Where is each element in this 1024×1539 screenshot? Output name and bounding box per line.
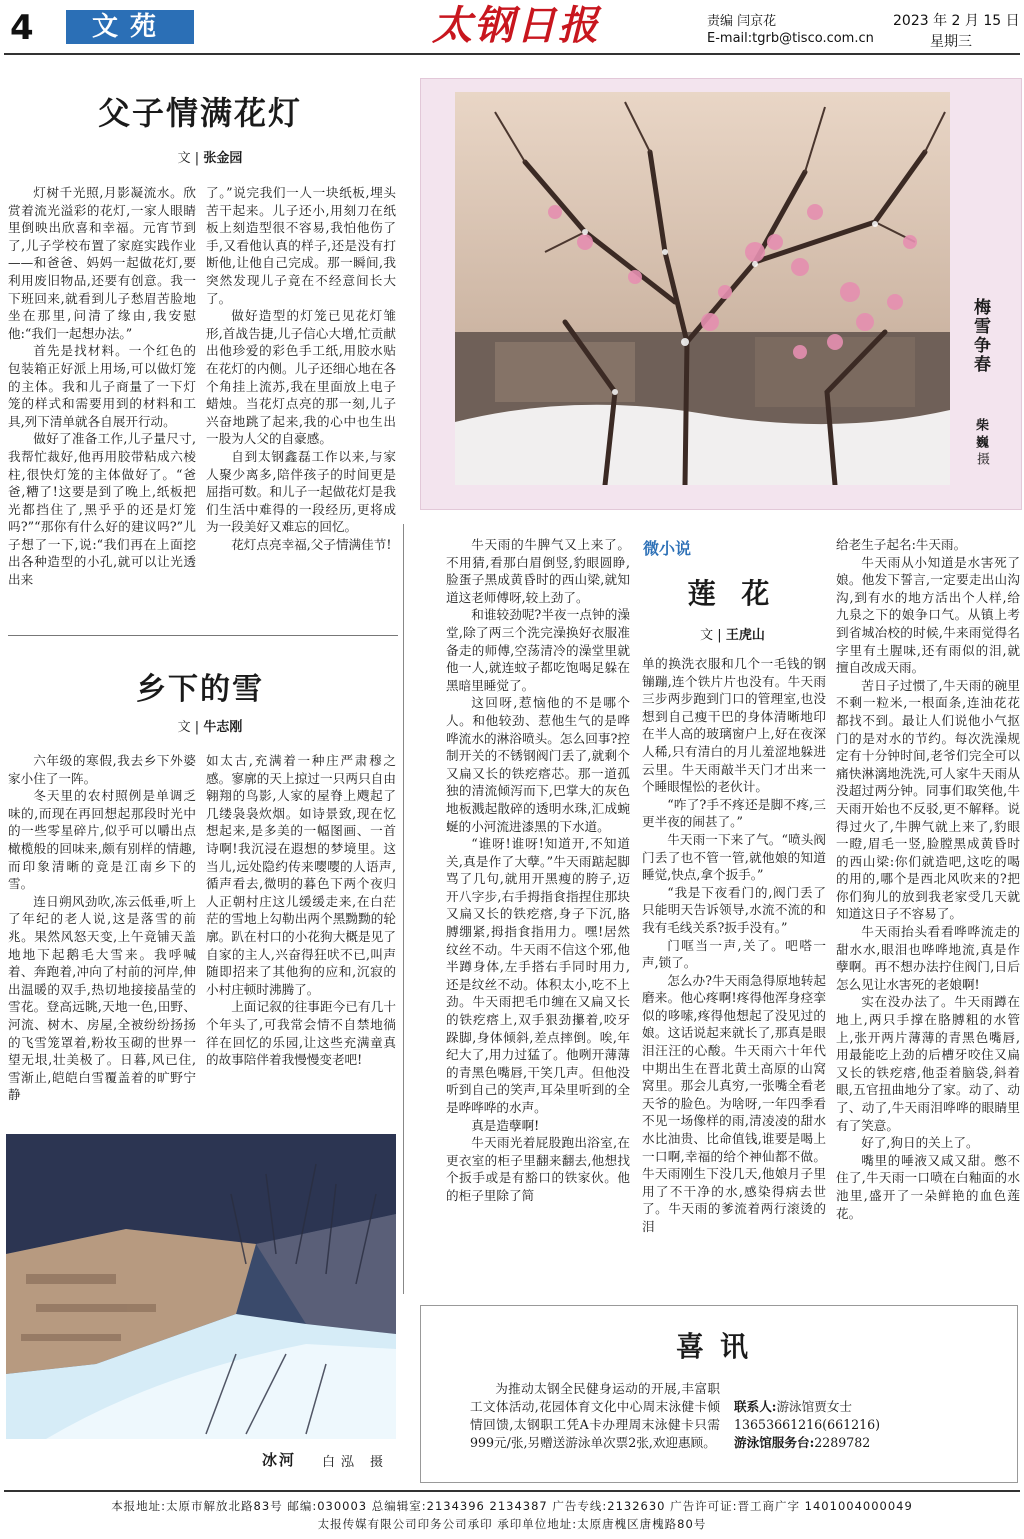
paragraph: 做好了准备工作,儿子量尺寸,我帮忙裁好,他再用胶带粘成六棱柱,很快灯笼的主体做好了。“爸爸,糟了!这要是到了晚上,纸板把光都挡住了,黑乎乎的还是灯笼吗?”“那你有什么好的建议吗?”儿子想了一下,说:“我们再在上面挖出各种造型的小孔,就可以让光透出来 bbox=[8, 431, 196, 588]
paragraph: 灯树千光照,月影凝流水。欣赏着流光溢彩的花灯,一家人眼睛里倒映出欣喜和幸福。元宵节到了,儿子学校布置了家庭实践作业——和爸爸、妈妈一起做花灯,要利用废旧物品,还要有创意。我一下班回来,就看到儿子愁眉苦脸地坐在那里,问清了缘由,我安慰他:“我们一起想办法。” bbox=[8, 185, 196, 341]
photo2-author: 白泓 bbox=[322, 1455, 361, 1470]
editor-email: E-mail:tgrb@tisco.com.cn bbox=[707, 31, 874, 46]
article2-byline: 文 | 牛志刚 bbox=[177, 720, 243, 735]
paragraph: 好了,狗日的关上了。 bbox=[861, 1135, 979, 1151]
article1-title: 父子情满花灯 bbox=[97, 94, 302, 132]
issue-date: 2023 年 2 月 15 日 bbox=[893, 13, 1020, 29]
paragraph: 了。”说完我们一人一块纸板,埋头苦干起来。儿子还小,用刻刀在纸板上刻造型很不容易,我怕他伤了手,又看他认真的样子,还是没有打断他,让他自己完成。那一瞬间,我突然发现儿子竟在不经意间长大了。 bbox=[206, 185, 396, 306]
article2-column-1 bbox=[8, 752, 196, 1104]
paragraph: 真是造孽啊! bbox=[471, 1117, 540, 1133]
paragraph: 连日朔风劲吹,冻云低垂,听上了年纪的老人说,这是落雪的前兆。果然风怒天变,上午竟铺天盖地地下起鹅毛大雪来。我呼喊着、奔跑着,冲向了村前的河岸,伸出温暖的双手,热切地接接晶莹的雪花。登高远眺,天地一色,田野、河流、树木、房屋,全被纷纷扬扬的飞雪笼罩着,粉妆玉砌的世界一望无垠,壮美极了。日暮,风已住,雪渐止,皑皑白雪覆盖着的旷野宁静 bbox=[8, 893, 196, 1103]
header-rule bbox=[4, 53, 1020, 55]
article3-byline: 文 | 王虎山 bbox=[700, 628, 765, 643]
desk-label: 游泳馆服务台: bbox=[734, 1435, 815, 1450]
article1-author: 张金园 bbox=[203, 151, 243, 166]
paragraph: “谁呀!谁呀!知道开,不知道关,真是作了大孽。”牛天雨踮起脚骂了几句,就用开黑瘦的胯子,迈开八字步,右手拇指食指捏住那块又扁又长的铁疙瘩,身子下沉,胳膊绷紧,拇指食指用力。嘿!居然纹丝不动。牛天雨不信这个邪,他半蹲身体,左手搭右手同时用力,还是纹丝不动。体积太小,吃不上劲。牛天雨把毛巾缠在又扁又长的铁疙瘩上,双手狠劲攥着,咬牙跺脚,身体倾斜,差点摔倒。唉,年纪大了,用力过猛了。他咧开薄薄的青黑色嘴唇,干笑几声。但他没听到自己的笑声,耳朵里听到的全是哗哗哗的水声。 bbox=[446, 836, 630, 1115]
photo2-title: 冰河 bbox=[262, 1451, 297, 1469]
paragraph: 单的换洗衣服和几个一毛钱的钢镚蹦,连个铁片片也没有。牛天雨三步两步跑到门口的管理室,也没想到自己瘦干巴的身体清晰地印在半人高的玻璃窗户上,好在夜深人稀,只有清白的月儿羞涩地躲进云里。牛天雨敲半天门才出来一个睡眼惺忪的老伙计。 bbox=[642, 656, 826, 795]
notice-text bbox=[470, 1380, 990, 1452]
paragraph: 怎么办?牛天雨急得原地转起磨来。他心疼啊!疼得他浑身痉挛似的哆嗦,疼得他想起了没见过的娘。这话说起来就长了,那真是眼泪汪汪的心酸。牛天雨六十年代中期出生在晋北黄土高原的山窝窝里。那会儿真穷,一张嘴全看老天爷的脸色。为啥呀,一年四季看不见一场像样的雨,清凌凌的甜水水比油贵、比命值钱,谁要是喝上一口啊,幸福的给个神仙都不做。牛天雨刚生下没几天,他娘月子里用了不干净的水,感染得病去世了。牛天雨的爹流着两行滚烫的泪 bbox=[642, 972, 826, 1234]
paragraph: 给老生子起名:牛天雨。 bbox=[836, 537, 967, 552]
photo1-credit: 摄 bbox=[974, 452, 989, 465]
paragraph: 做好造型的灯笼已见花灯雏形,首战告捷,儿子信心大增,忙贡献出他珍爱的彩色手工纸,用胶水贴在花灯的内侧。儿子还细心地在各个角挂上流苏,我在里面放上电子蜡烛。当花灯点亮的那一刻,儿子兴奋地跳了起来,我的心中也生出一股为人父的自豪感。 bbox=[206, 308, 396, 447]
paragraph: 嘴里的唾液又咸又甜。憋不住了,牛天雨一口喷在白釉面的水池里,盛开了一朵鲜艳的血色莲花。 bbox=[836, 1152, 1020, 1221]
section-label: 文苑 bbox=[66, 10, 194, 44]
paragraph: 牛天雨光着屁股跑出浴室,在更衣室的柜子里翻来翻去,他想找个扳手或是有豁口的铁家伙。他的柜子里除了简 bbox=[446, 1135, 630, 1203]
paragraph: 冬天里的农村照例是单调乏味的,而现在再回想起那段时光中的一些零星碎片,似乎可以嚼出点橄榄般的回味来,颇有别样的情趣,而印象清晰的竟是江南乡下的雪。 bbox=[8, 788, 196, 892]
paragraph: 如太古,充满着一种庄严肃穆之感。寥廓的天上掠过一只两只自由翱翔的鸟影,人家的屋脊上飕起了几缕袅袅炊烟。如诗景致,现在忆想起来,是多美的一幅图画、一首诗啊!我沉浸在遐想的梦境里。这当儿,远处隐约传来嘤嘤的人语声,循声看去,微明的暮色下两个夜归人正朝村庄这儿缓缓走来,在白茫茫的雪地上勾勒出两个黑黝黝的轮廓。趴在村口的小花狗大概是见了自家的主人,兴奋得狂吠不已,叫声随即招来了其他狗的应和,沉寂的小村庄顿时沸腾了。 bbox=[206, 753, 396, 997]
desk-phone: 2289782 bbox=[814, 1435, 871, 1450]
article2-author: 牛志刚 bbox=[203, 720, 243, 735]
paragraph: 牛天雨的牛脾气又上来了。不用猜,看那白眉倒竖,豹眼圆睁,脸蛋子黑成黄昏时的西山梁,就知道这老师傅呀,较上劲了。 bbox=[446, 537, 630, 605]
paragraph: 牛天雨从小知道是水害死了娘。他发下誓言,一定要走出山沟沟,到有水的地方活出个人样,给九泉之下的娘争口气。从镇上考到省城冶校的时候,牛来雨觉得名字里有土腥味,还有雨似的泪,就擅自改成天雨。 bbox=[836, 554, 1020, 676]
contact-name: 游泳馆贾女士 bbox=[776, 1399, 853, 1414]
paragraph: 花灯点亮幸福,父子情满佳节! bbox=[231, 536, 392, 552]
paragraph: “咋了?手不疼还是脚不疼,三更半夜的闹甚了。” bbox=[642, 796, 826, 830]
frozen-river-photo bbox=[6, 1134, 396, 1439]
byline-prefix: 文 bbox=[177, 720, 191, 735]
contact-label: 联系人: bbox=[734, 1399, 777, 1414]
paragraph: 牛天雨抬头看看哗哗流走的甜水水,眼泪也哗哗地流,真是作孽啊。再不想办法拧住阀门,日后怎么见让水害死的老娘啊! bbox=[836, 924, 1020, 992]
article3-column-2 bbox=[642, 655, 826, 1236]
article3-category: 微小说 bbox=[643, 539, 692, 558]
article1-column-1 bbox=[8, 184, 196, 589]
paragraph: 牛天雨一下来了气。“喷头阀门丢了也不管一管,就他娘的知道睡觉,快点,拿个扳手。” bbox=[642, 831, 826, 883]
notice-body: 为推动太钢全民健身运动的开展,丰富职工文体活动,花园体育文化中心周末泳健卡倾情回馈,太钢职工凭A卡办理周末泳健卡只需999元/张,另赠送游泳单次票2张,欢迎惠顾。 bbox=[470, 1381, 720, 1450]
notice-contacts bbox=[734, 1398, 989, 1452]
plum-tree-illustration bbox=[455, 92, 950, 485]
paragraph: 和谁较劲呢?半夜一点钟的澡堂,除了两三个洗完澡换好衣服准备走的师傅,空荡清冷的澡堂里就他一人,就连蚊子都吃饱喝足躲在黑暗里睡觉了。 bbox=[446, 607, 630, 693]
paragraph: 门哐当一声,关了。吧嗒一声,锁了。 bbox=[642, 937, 826, 971]
article1-byline: 文 | 张金园 bbox=[177, 151, 243, 166]
notice-title: 喜讯 bbox=[675, 1330, 764, 1363]
page-number: 4 bbox=[10, 8, 34, 48]
byline-prefix: 文 bbox=[177, 151, 191, 166]
paragraph: “我是下夜看门的,阀门丢了只能明天告诉领导,水流不流的和我有毛线关系?扳手没有。” bbox=[642, 884, 826, 935]
paragraph: 实在没办法了。牛天雨蹲在地上,两只手撑在胳膊粗的水管上,张开两片薄薄的青黑色嘴唇,用最能吃上劲的后槽牙咬住又扁又长的铁疙瘩,他歪着脑袋,斜着眼,五官扭曲地分了家。动了、动了、动了,牛天雨泪哗哗的眼睛里有了笑意。 bbox=[836, 994, 1020, 1133]
newspaper-masthead: 太钢日报 bbox=[432, 2, 600, 49]
contact-phone: 13653661216(661216) bbox=[734, 1417, 881, 1432]
article3-title: 莲 花 bbox=[687, 577, 778, 610]
column-divider bbox=[403, 524, 404, 1294]
paragraph: 这回呀,惹恼他的不是哪个人。和他较劲、惹他生气的是哗哗流水的淋浴喷头。怎么回事?控制开关的不锈钢阀门丢了,就剩个又扁又长的铁疙瘩芯。那一道孤独的清流倾泻而下,巴掌大的灰色地板溅起散碎的透明水珠,汇成蜿蜒的小河流进漆黑的下水道。 bbox=[446, 695, 630, 834]
article3-column-3 bbox=[836, 536, 1020, 1222]
photo2-credit: 摄 bbox=[370, 1455, 384, 1470]
paragraph: 苦日子过惯了,牛天雨的碗里不剩一粒米,一根面条,连油花花都找不到。最让人们说他小气抠门的是对水的节约。每次洗澡规定有十分钟时间,老爷们完全可以痛快淋漓地洗洗,可人家牛天雨从没超过两分钟。同事们取笑他,牛天雨开始也不反驳,更不解释。说得过火了,牛脾气就上来了,豹眼一瞪,眉毛一竖,脸膛黑成黄昏时的西山梁:你们就造吧,这吃的喝的用的,哪个是西北风吹来的?把你们狗儿的放到我老家受几天就知道这日子不容易了。 bbox=[836, 677, 1020, 922]
article2-column-2 bbox=[206, 752, 396, 1069]
footer-line-2: 太报传媒有限公司印务公司承印 承印单位地址:太原唐槐区唐槐路80号 bbox=[317, 1517, 707, 1531]
issue-weekday: 星期三 bbox=[930, 34, 972, 50]
article3-author: 王虎山 bbox=[725, 628, 765, 643]
photo1-author: 柴巍 bbox=[973, 418, 988, 452]
photo1-title: 梅雪争春 bbox=[970, 298, 990, 374]
footer-line-1: 本报地址:太原市解放北路83号 邮编:030003 总编辑室:2134396 2134387 广告专线:2132630 广告许可证:晋工商广字 1401004000049 bbox=[111, 1499, 913, 1513]
byline-prefix: 文 bbox=[700, 628, 714, 643]
frozen-river-illustration bbox=[6, 1134, 396, 1439]
article-divider bbox=[8, 635, 398, 636]
paragraph: 自到太钢鑫磊工作以来,与家人聚少离多,陪伴孩子的时间更是屈指可数。和儿子一起做花灯是我们生活中难得的一段经历,更将成为一段美好又难忘的回忆。 bbox=[206, 448, 396, 535]
article2-title: 乡下的雪 bbox=[136, 672, 264, 707]
article1-column-2 bbox=[206, 184, 396, 553]
paragraph: 六年级的寒假,我去乡下外婆家小住了一阵。 bbox=[8, 753, 196, 786]
article3-column-1 bbox=[446, 536, 630, 1205]
editor-credit: 责编 闫京花 bbox=[707, 14, 777, 29]
paragraph: 首先是找材料。一个红色的包装箱正好派上用场,可以做灯笼的主体。我和儿子商量了一下灯笼的样式和需要用到的材料和工具,列下清单就各自展开行动。 bbox=[8, 343, 196, 429]
footer-rule bbox=[4, 1490, 1020, 1492]
paragraph: 上面记叙的往事距今已有几十个年头了,可我常会情不自禁地徜徉在回忆的乐园,让这些充满童真的故事陪伴着我慢慢变老吧! bbox=[206, 999, 396, 1068]
plum-snow-photo bbox=[455, 92, 950, 485]
